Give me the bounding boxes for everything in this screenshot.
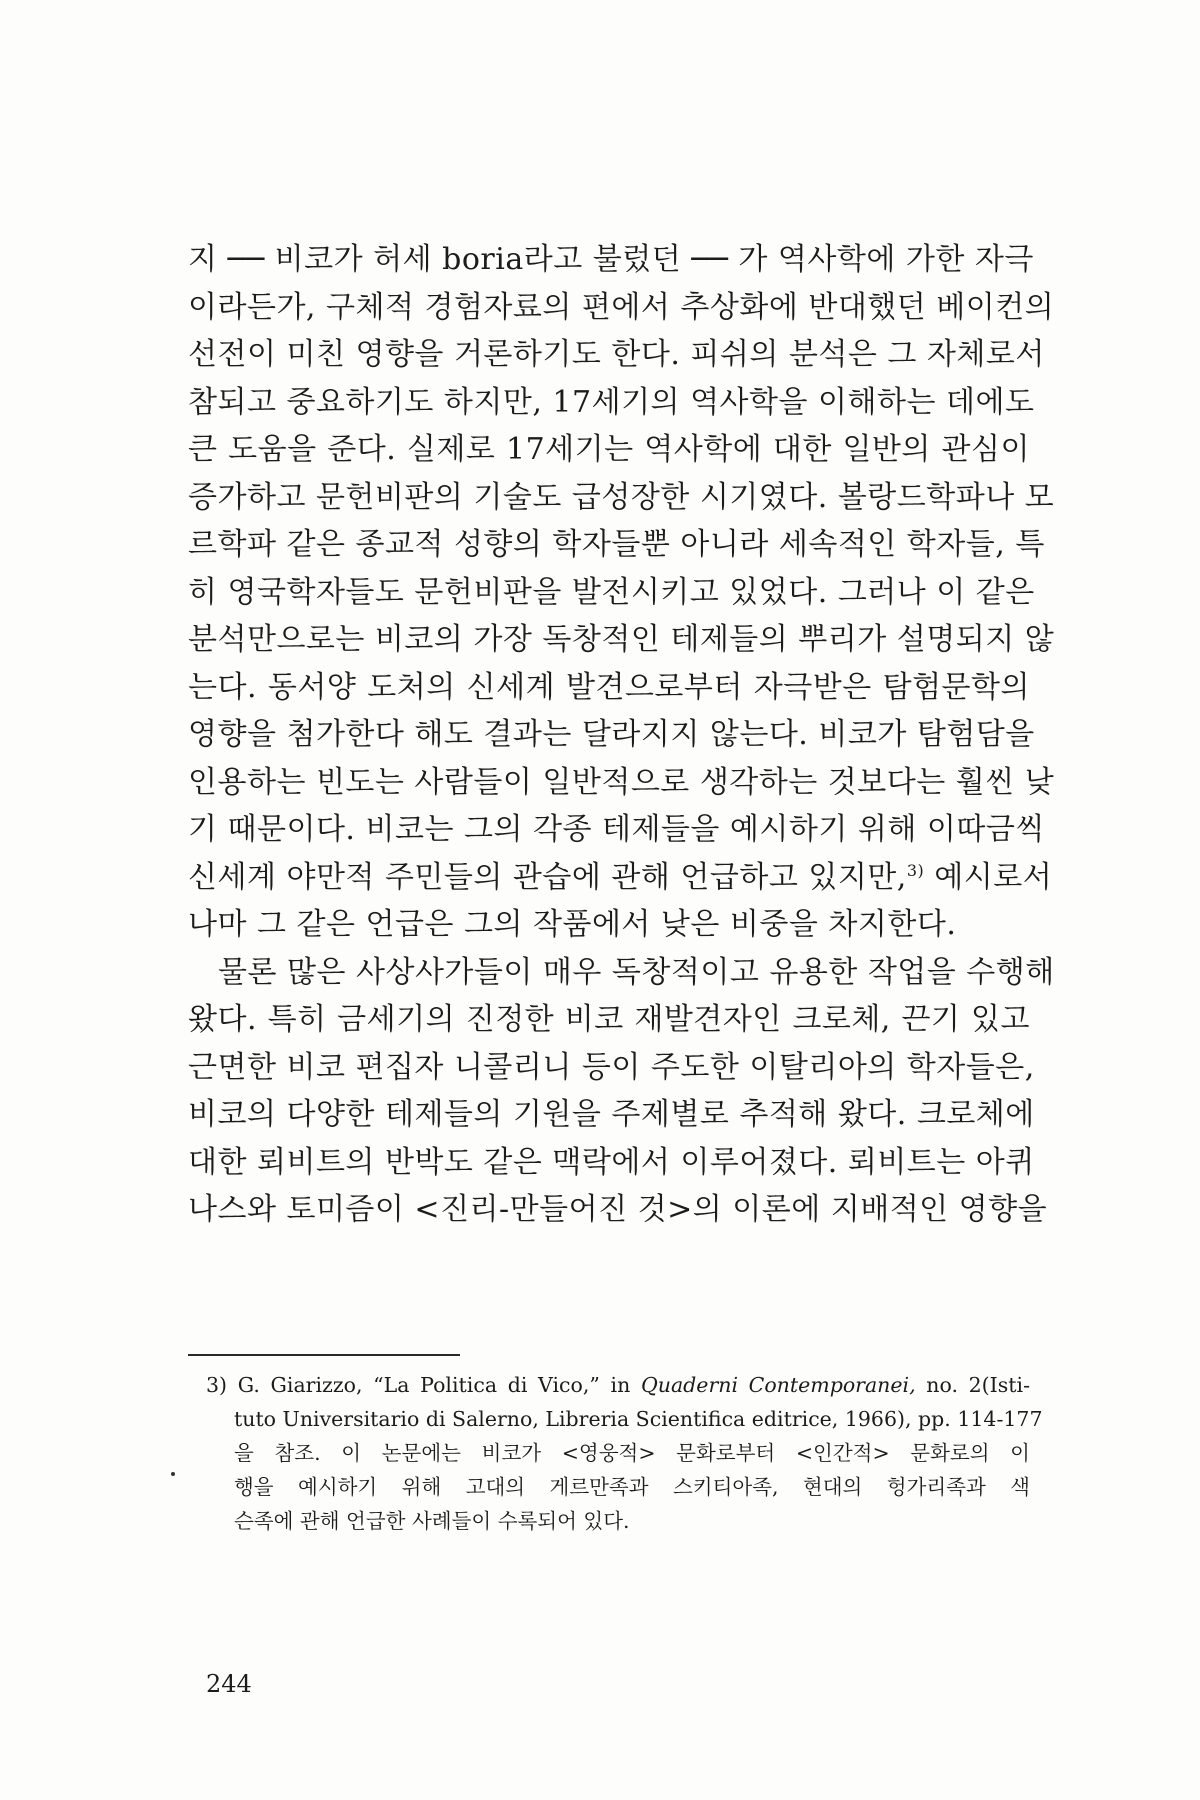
text-line-with-footnote-ref: [188, 854, 1053, 902]
text-line: 비코의 다양한 테제들의 기원을 주제별로 추적해 왔다. 크로체에: [188, 1097, 1035, 1132]
footnote-line: 을 참조. 이 논문에는 비코가 <영웅적> 문화로부터 <인간적> 문화로의 이: [234, 1441, 1030, 1465]
text-line: 이라든가, 구체적 경험자료의 편에서 추상화에 반대했던 베이컨의: [188, 289, 1055, 325]
footnote: [206, 1368, 1043, 1538]
text-line: 인용하는 빈도는 사람들이 일반적으로 생각하는 것보다는 훨씬 낮: [188, 764, 1055, 800]
text-line: 물론 많은 사상사가들이 매우 독창적이고 유용한 작업을 수행해: [218, 954, 1055, 990]
text-line: 기 때문이다. 비코는 그의 각종 테제들을 예시하기 위해 이따금씩: [188, 812, 1045, 847]
text-line: 는다. 동서양 도처의 신세계 발견으로부터 자극받은 탐험문학의: [188, 669, 1030, 705]
footnote-text: no. 2(Isti-: [915, 1373, 1030, 1397]
footnote-line: tuto Universitario di Salerno, Libreria Scientifica editrice, 1966), pp. 114-177: [234, 1407, 1043, 1431]
text-line: 영향을 첨가한다 해도 결과는 달라지지 않는다. 비코가 탐험담을: [188, 717, 1035, 752]
text-line: 나마 그 같은 언급은 그의 작품에서 낮은 비중을 차지한다.: [188, 907, 957, 942]
stray-dot-mark: [171, 1472, 175, 1476]
text-fragment: 신세계 야만적 주민들의 관습에 관해 언급하고 있지만,: [188, 859, 907, 895]
footnote-line: 행을 예시하기 위해 고대의 게르만족과 스키티아족, 현대의 헝가리족과 색: [234, 1475, 1030, 1499]
text-line: 지 ── 비코가 허세 boria라고 불렀던 ── 가 역사학에 가한 자극: [188, 242, 1034, 277]
body-text: [188, 236, 1055, 1234]
footnote-line: 슨족에 관해 언급한 사례들이 수록되어 있다.: [234, 1509, 630, 1533]
journal-title: Quaderni Contemporanei,: [640, 1373, 916, 1397]
text-fragment: 예시로서: [924, 859, 1053, 895]
footnote-reference: 3): [906, 860, 925, 880]
text-line: 나스와 토미즘이 <진리-만들어진 것>의 이론에 지배적인 영향을: [188, 1192, 1048, 1227]
footnote-line: [206, 1368, 1030, 1402]
page-number: 244: [206, 1670, 252, 1698]
text-line: 근면한 비코 편집자 니콜리니 등이 주도한 이탈리아의 학자들은,: [188, 1049, 1035, 1085]
footnote-text: 3) G. Giarizzo, “La Politica di Vico,” in: [206, 1373, 641, 1397]
text-line: 참되고 중요하기도 하지만, 17세기의 역사학을 이해하는 데에도: [188, 384, 1035, 420]
text-line: 큰 도움을 준다. 실제로 17세기는 역사학에 대한 일반의 관심이: [188, 432, 1030, 467]
text-line: 선전이 미친 영향을 거론하기도 한다. 피쉬의 분석은 그 자체로서: [188, 337, 1045, 372]
footnote-divider: [188, 1354, 460, 1356]
text-line: 히 영국학자들도 문헌비판을 발전시키고 있었다. 그러나 이 같은: [188, 574, 1035, 610]
text-line: 분석만으로는 비코의 가장 독창적인 테제들의 뿌리가 설명되지 않: [188, 622, 1055, 657]
text-line: 대한 뢰비트의 반박도 같은 맥락에서 이루어졌다. 뢰비트는 아퀴: [188, 1144, 1035, 1180]
text-line: 왔다. 특히 금세기의 진정한 비코 재발견자인 크로체, 끈기 있고: [188, 1002, 1030, 1037]
text-line: 르학파 같은 종교적 성향의 학자들뿐 아니라 세속적인 학자들, 특: [188, 527, 1045, 562]
text-line: 증가하고 문헌비판의 기술도 급성장한 시기였다. 볼랑드학파나 모: [188, 479, 1055, 515]
